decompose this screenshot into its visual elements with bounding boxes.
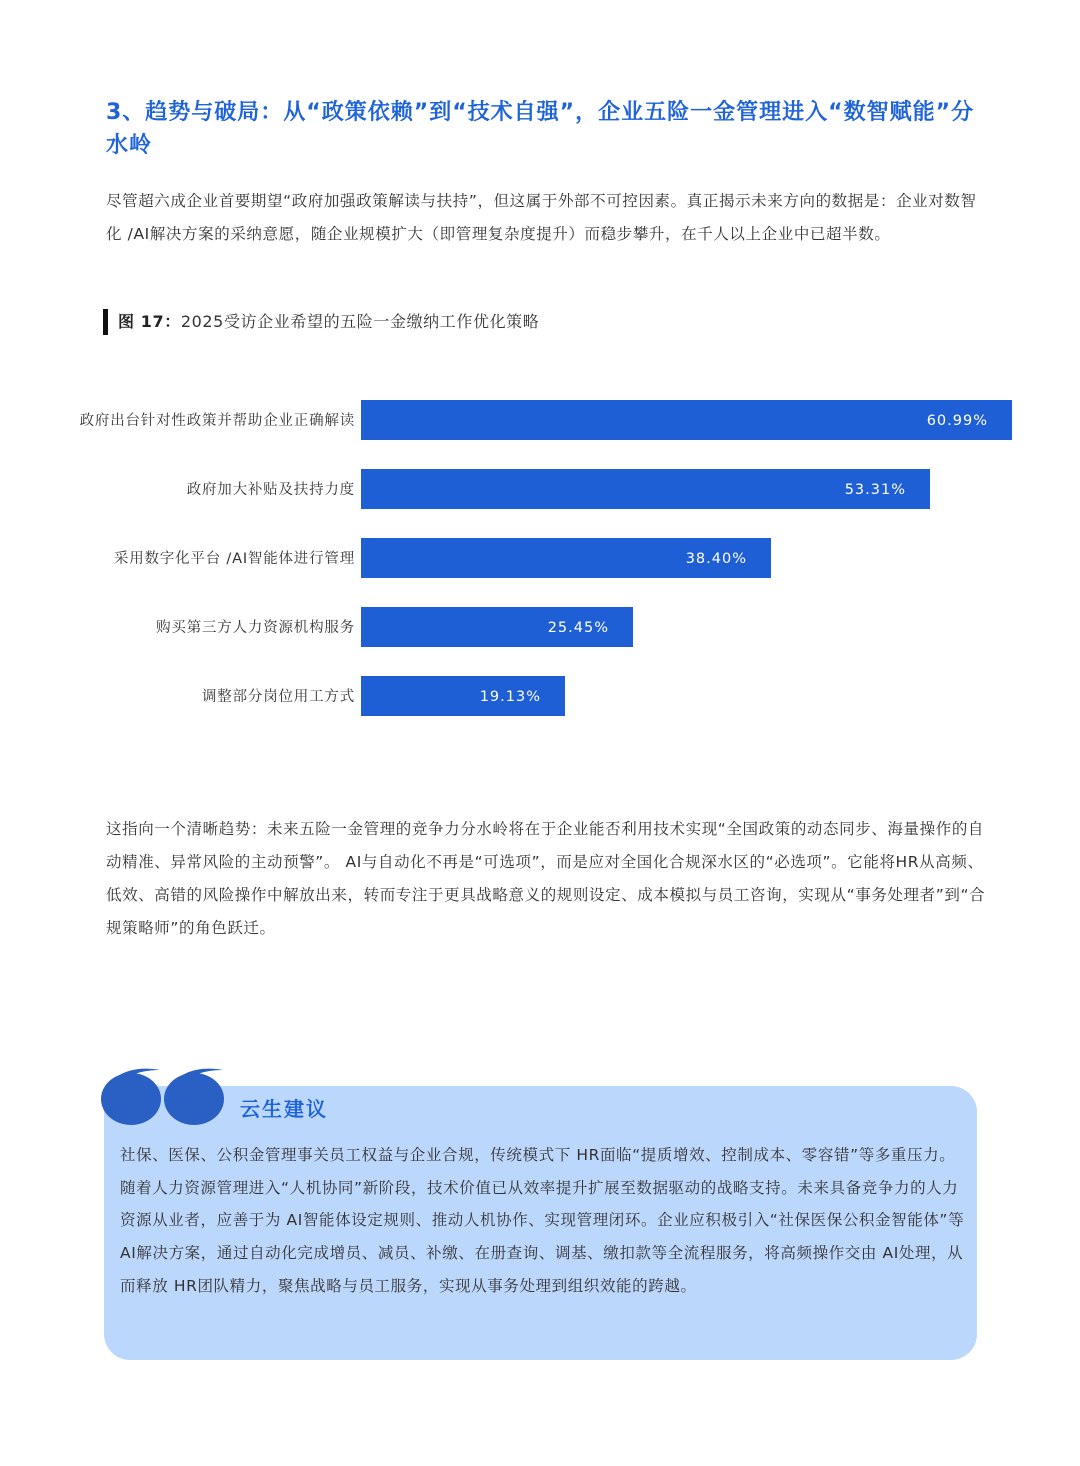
category-label: 政府加大补贴及扶持力度 bbox=[186, 482, 355, 498]
category-label: 采用数字化平台 /AI智能体进行管理 bbox=[113, 551, 355, 567]
category-label: 政府出台针对性政策并帮助企业正确解读 bbox=[79, 413, 355, 429]
advice-text: 社保、医保、公积金管理事关员工权益与企业合规，传统模式下 HR面临“提质增效、控制成本、零容错”等多重压力。随着人力资源管理进入“人机协同”新阶段，技术价值已从效率提升扩展至数据驱动的战略支持。未来具备竞争力的人力资源从业者，应善于为 AI智能体设定规则、推动人机协作、实现管理闭环。企业应积极引入“社保医保公积金智能体”等 AI解决方案，通过自动化完成增员、减员、补缴、在册查询、调基、缴扣款等全流程服务，将高频操作交由 AI处理，从而释放 HR团队精力，聚焦战略与员工服务，实现从事务处理到组织效能的跨越。 bbox=[120, 1146, 965, 1295]
quote-icon bbox=[100, 1064, 232, 1130]
section-heading: 3、趋势与破局：从“政策依赖”到“技术自强”，企业五险一金管理进入“数智赋能”分水岭 bbox=[106, 100, 975, 158]
figure-title: 2025受访企业希望的五险一金缴纳工作优化策略 bbox=[180, 312, 540, 331]
bar-chart bbox=[0, 390, 1080, 740]
intro-paragraph: 尽管超六成企业首要期望“政府加强政策解读与扶持”，但这属于外部不可控因素。真正揭示未来方向的数据是：企业对数智化 /AI解决方案的采纳意愿，随企业规模扩大（即管理复杂度提升）而稳步攀升，在千人以上企业中已超半数。 bbox=[106, 192, 977, 243]
bar bbox=[361, 400, 1012, 440]
value-label: 38.40% bbox=[685, 551, 747, 567]
value-label: 53.31% bbox=[844, 482, 906, 498]
figure-caption bbox=[103, 309, 539, 335]
value-label: 25.45% bbox=[547, 620, 609, 636]
outro-paragraph: 这指向一个清晰趋势：未来五险一金管理的竞争力分水岭将在于企业能否利用技术实现“全国政策的动态同步、海量操作的自动精准、异常风险的主动预警”。 AI与自动化不再是“可选项”，而是应对全国化合规深水区的“必选项”。它能将HR从高频、低效、高错的风险操作中解放出来，转而专注于更具战略意义的规则设定、成本模拟与员工咨询，实现从“事务处理者”到“合规策略师”的角色跃迁。 bbox=[106, 820, 986, 937]
advice-title: 云生建议 bbox=[240, 1097, 328, 1121]
category-label: 购买第三方人力资源机构服务 bbox=[156, 620, 355, 636]
value-label: 60.99% bbox=[926, 413, 988, 429]
value-label: 19.13% bbox=[479, 689, 541, 705]
category-label: 调整部分岗位用工方式 bbox=[202, 689, 355, 705]
figure-number: 图 17： bbox=[118, 312, 181, 331]
